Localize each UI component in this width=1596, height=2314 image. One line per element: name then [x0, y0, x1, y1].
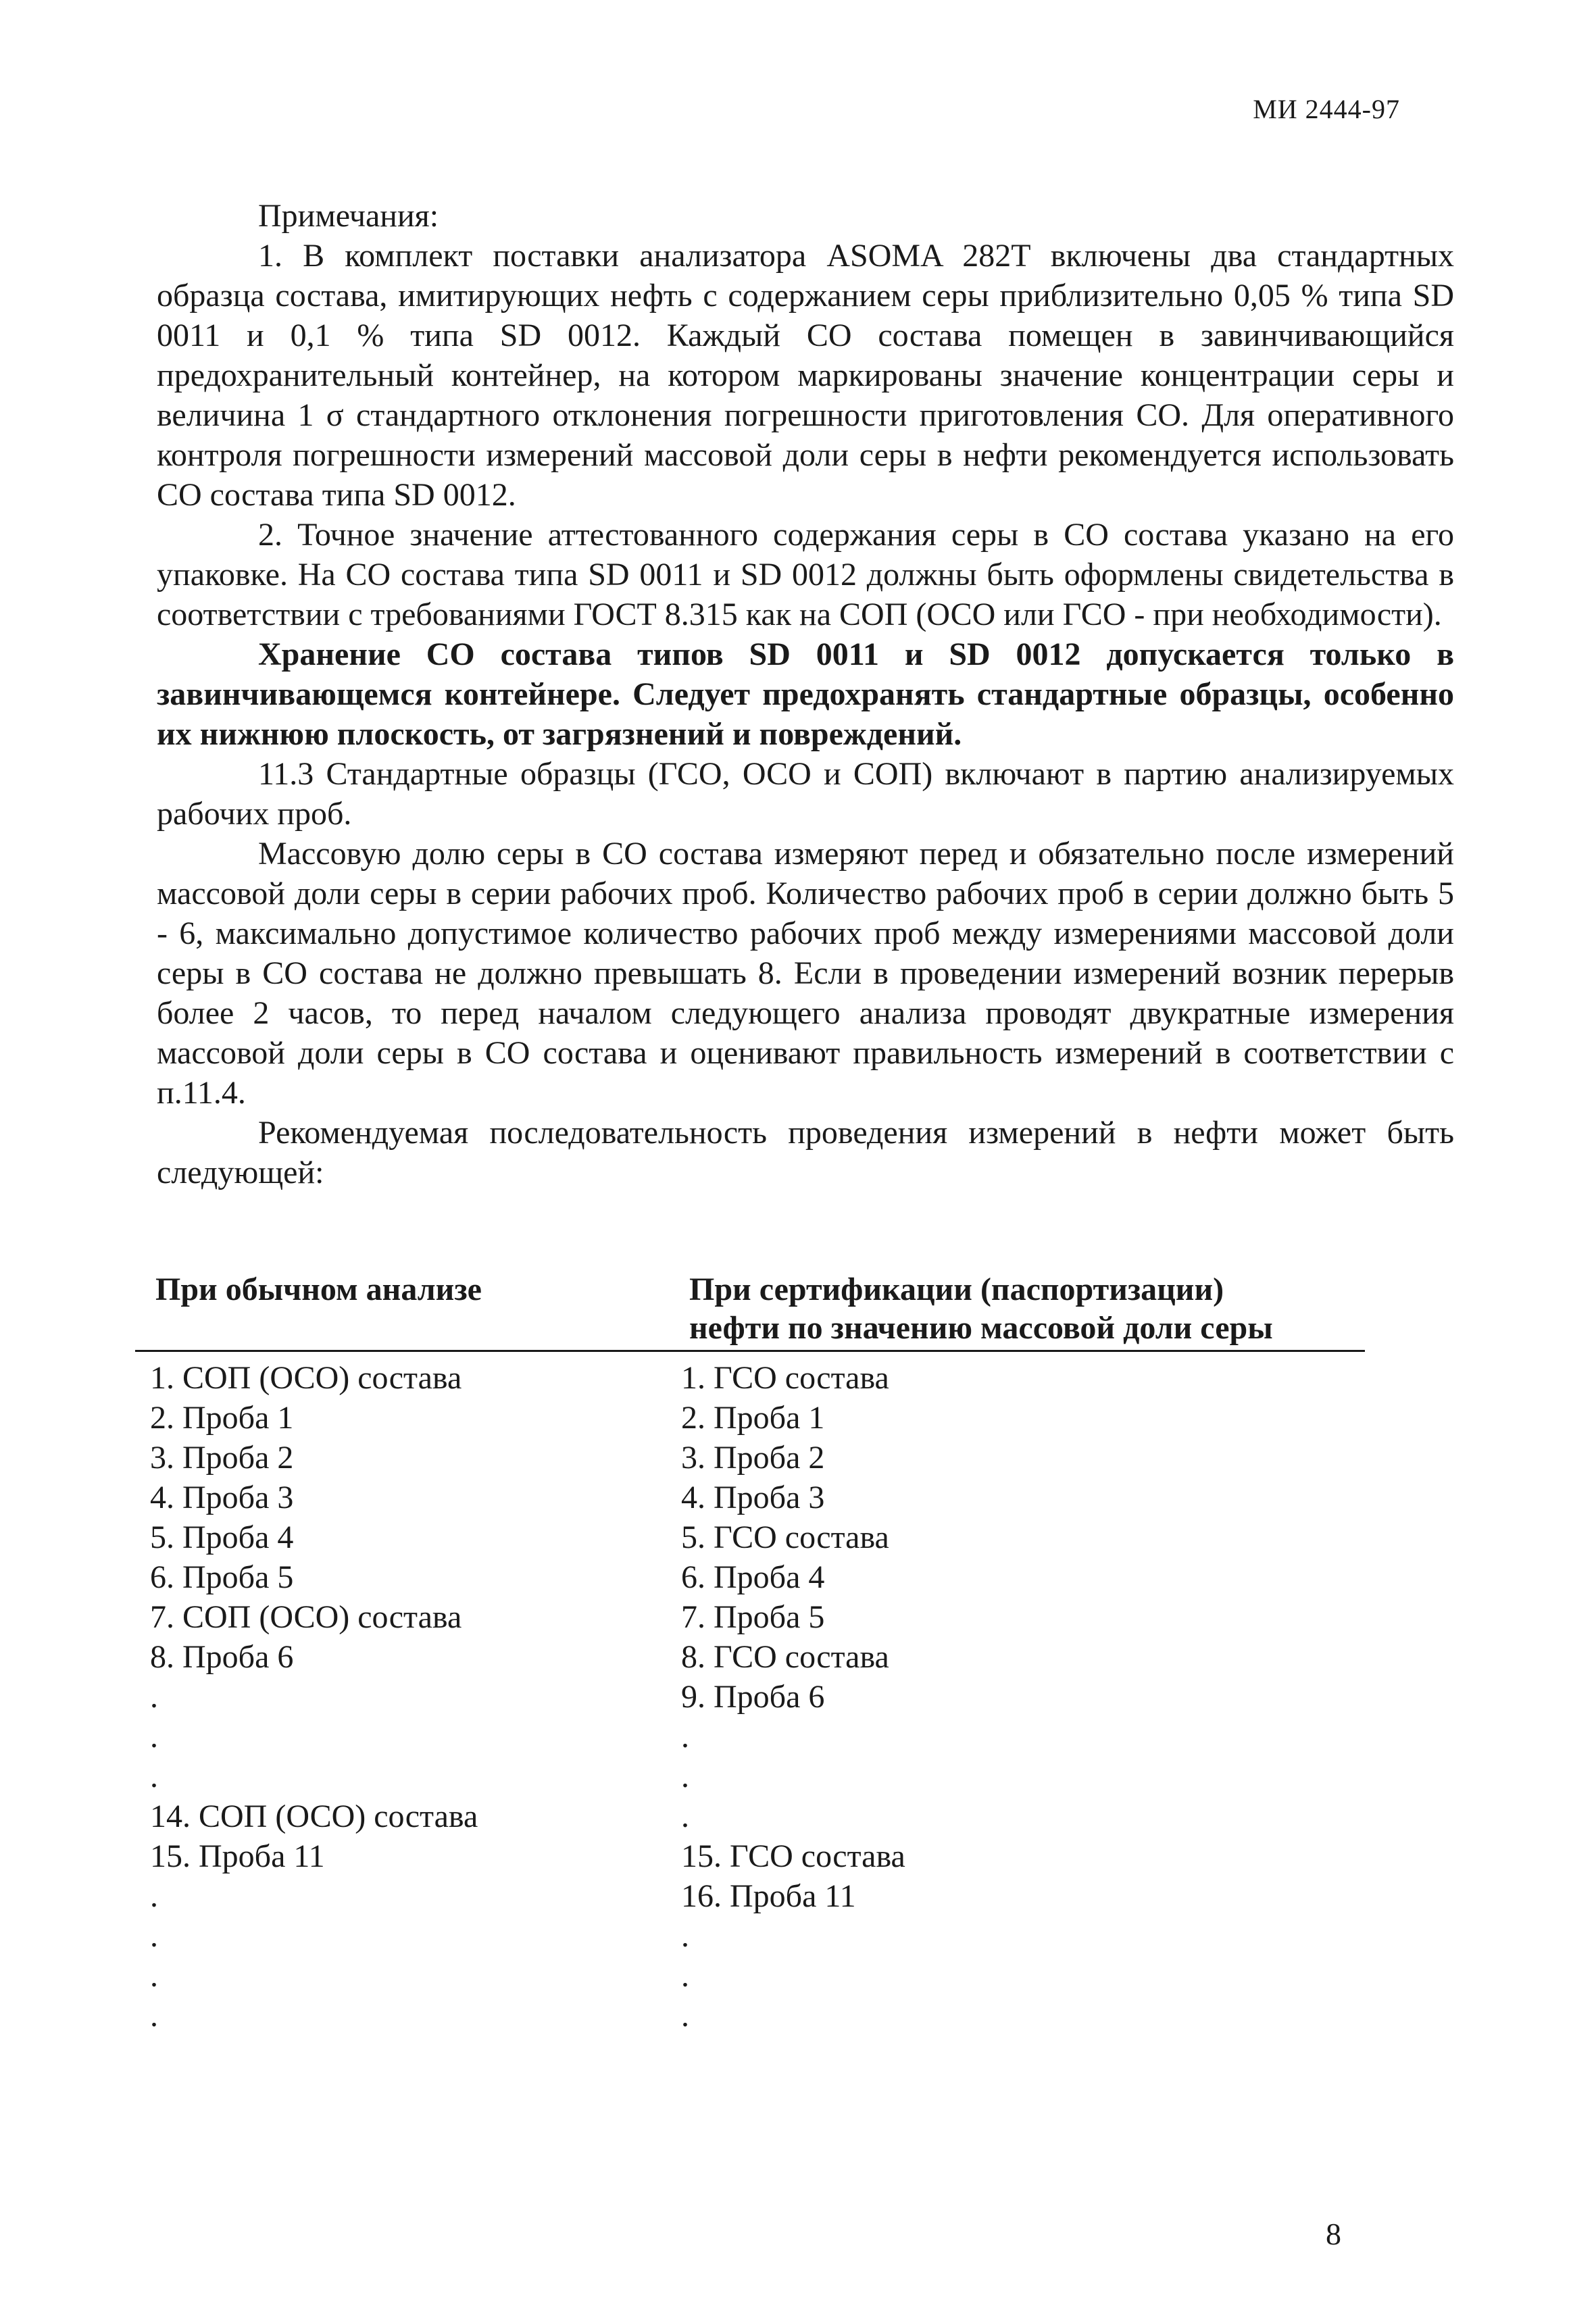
- list-item: .: [681, 1719, 689, 1755]
- list-item: 15. Проба 11: [150, 1838, 325, 1874]
- right-header-line-2: нефти по значению массовой доли серы: [689, 1310, 1273, 1346]
- list-item: 5. Проба 4: [150, 1519, 294, 1555]
- right-column: [681, 1358, 905, 2036]
- list-item: 2. Проба 1: [150, 1400, 294, 1436]
- notes-title: Примечания:: [258, 198, 439, 234]
- list-item: 1. СОП (ОСО) состава: [150, 1360, 462, 1396]
- right-column-header: [689, 1270, 1273, 1347]
- list-item: 4. Проба 3: [150, 1480, 294, 1515]
- list-item: 14. СОП (ОСО) состава: [150, 1799, 478, 1834]
- document-code: МИ 2444-97: [1253, 94, 1400, 124]
- list-item: 3. Проба 2: [150, 1440, 294, 1476]
- list-item: 2. Проба 1: [681, 1400, 825, 1436]
- paragraph-11-3: 11.3 Стандартные образцы (ГСО, ОСО и СОП) включают в партию анализируемых рабочих проб.: [157, 756, 1454, 832]
- list-item: .: [150, 1679, 158, 1715]
- paragraph-mass-fraction: Массовую долю серы в СО состава измеряют перед и обязательно после измерений массовой доли серы в серии рабочих проб. Количество рабочих проб в серии должно быть 5 - 6, максимально допустимое количество рабочих проб между измерениями массовой доли серы в СО состава не должно превышать 8. Если в проведении измерений возник перерыв более 2 часов, то перед началом следующего анализа проводят двукратные измерения массовой доли серы в СО состава и оценивают правильность измерений в соответствии с п.11.4.: [157, 836, 1454, 1111]
- list-item: 9. Проба 6: [681, 1679, 825, 1715]
- note-2: 2. Точное значение аттестованного содержания серы в СО состава указано на его упаковке. На СО состава типа SD 0011 и SD 0012 должны быть оформлены свидетельства в соответствии с требованиями ГОСТ 8.315 как на СОП (ОСО или ГСО - при необходимости).: [157, 517, 1454, 632]
- list-item: 7. Проба 5: [681, 1599, 825, 1635]
- list-item: 8. ГСО состава: [681, 1639, 889, 1675]
- list-item: .: [681, 1998, 689, 2034]
- list-item: .: [681, 1958, 689, 1994]
- list-item: .: [150, 1998, 158, 2034]
- note-1: 1. В комплект поставки анализатора ASOMA 282T включены два стандартных образца состава, имитирующих нефть с содержанием серы приблизительно 0,05 % типа SD 0011 и 0,1 % типа SD 0012. Каждый СО состава помещен в завинчивающийся предохранительный контейнер, на котором маркированы значение концентрации серы и величина 1 σ стандартного отклонения погрешности приготовления СО. Для оперативного контроля погрешности измерений массовой доли серы в нефти рекомендуется использовать СО состава типа SD 0012.: [157, 238, 1454, 513]
- left-column-header: При обычном анализе: [155, 1272, 482, 1307]
- list-item: .: [681, 1799, 689, 1834]
- list-item: 4. Проба 3: [681, 1480, 825, 1515]
- list-item: .: [681, 1759, 689, 1794]
- list-item: 1. ГСО состава: [681, 1360, 889, 1396]
- page-number: 8: [1326, 2217, 1341, 2251]
- list-item: 8. Проба 6: [150, 1639, 294, 1675]
- list-item: 15. ГСО состава: [681, 1838, 905, 1874]
- storage-warning: Хранение СО состава типов SD 0011 и SD 0012 допускается только в завинчивающемся контейнере. Следует предохранять стандартные образцы, особенно их нижнюю плоскость, от загрязнений и повреждений.: [157, 636, 1454, 752]
- list-item: .: [681, 1918, 689, 1954]
- list-item: 6. Проба 4: [681, 1559, 825, 1595]
- list-item: 7. СОП (ОСО) состава: [150, 1599, 462, 1635]
- right-header-line-1: При сертификации (паспортизации): [689, 1272, 1224, 1307]
- list-item: .: [150, 1878, 158, 1914]
- list-item: .: [150, 1958, 158, 1994]
- paragraph-sequence: Рекомендуемая последовательность проведения измерений в нефти может быть следующей:: [157, 1115, 1454, 1190]
- list-item: .: [150, 1719, 158, 1755]
- document-body: [157, 196, 1454, 1192]
- list-item: .: [150, 1918, 158, 1954]
- left-column: [150, 1358, 478, 2036]
- list-item: 16. Проба 11: [681, 1878, 856, 1914]
- list-item: 5. ГСО состава: [681, 1519, 889, 1555]
- list-item: 3. Проба 2: [681, 1440, 825, 1476]
- list-item: .: [150, 1759, 158, 1794]
- list-item: 6. Проба 5: [150, 1559, 294, 1595]
- header-rule: [135, 1350, 1365, 1352]
